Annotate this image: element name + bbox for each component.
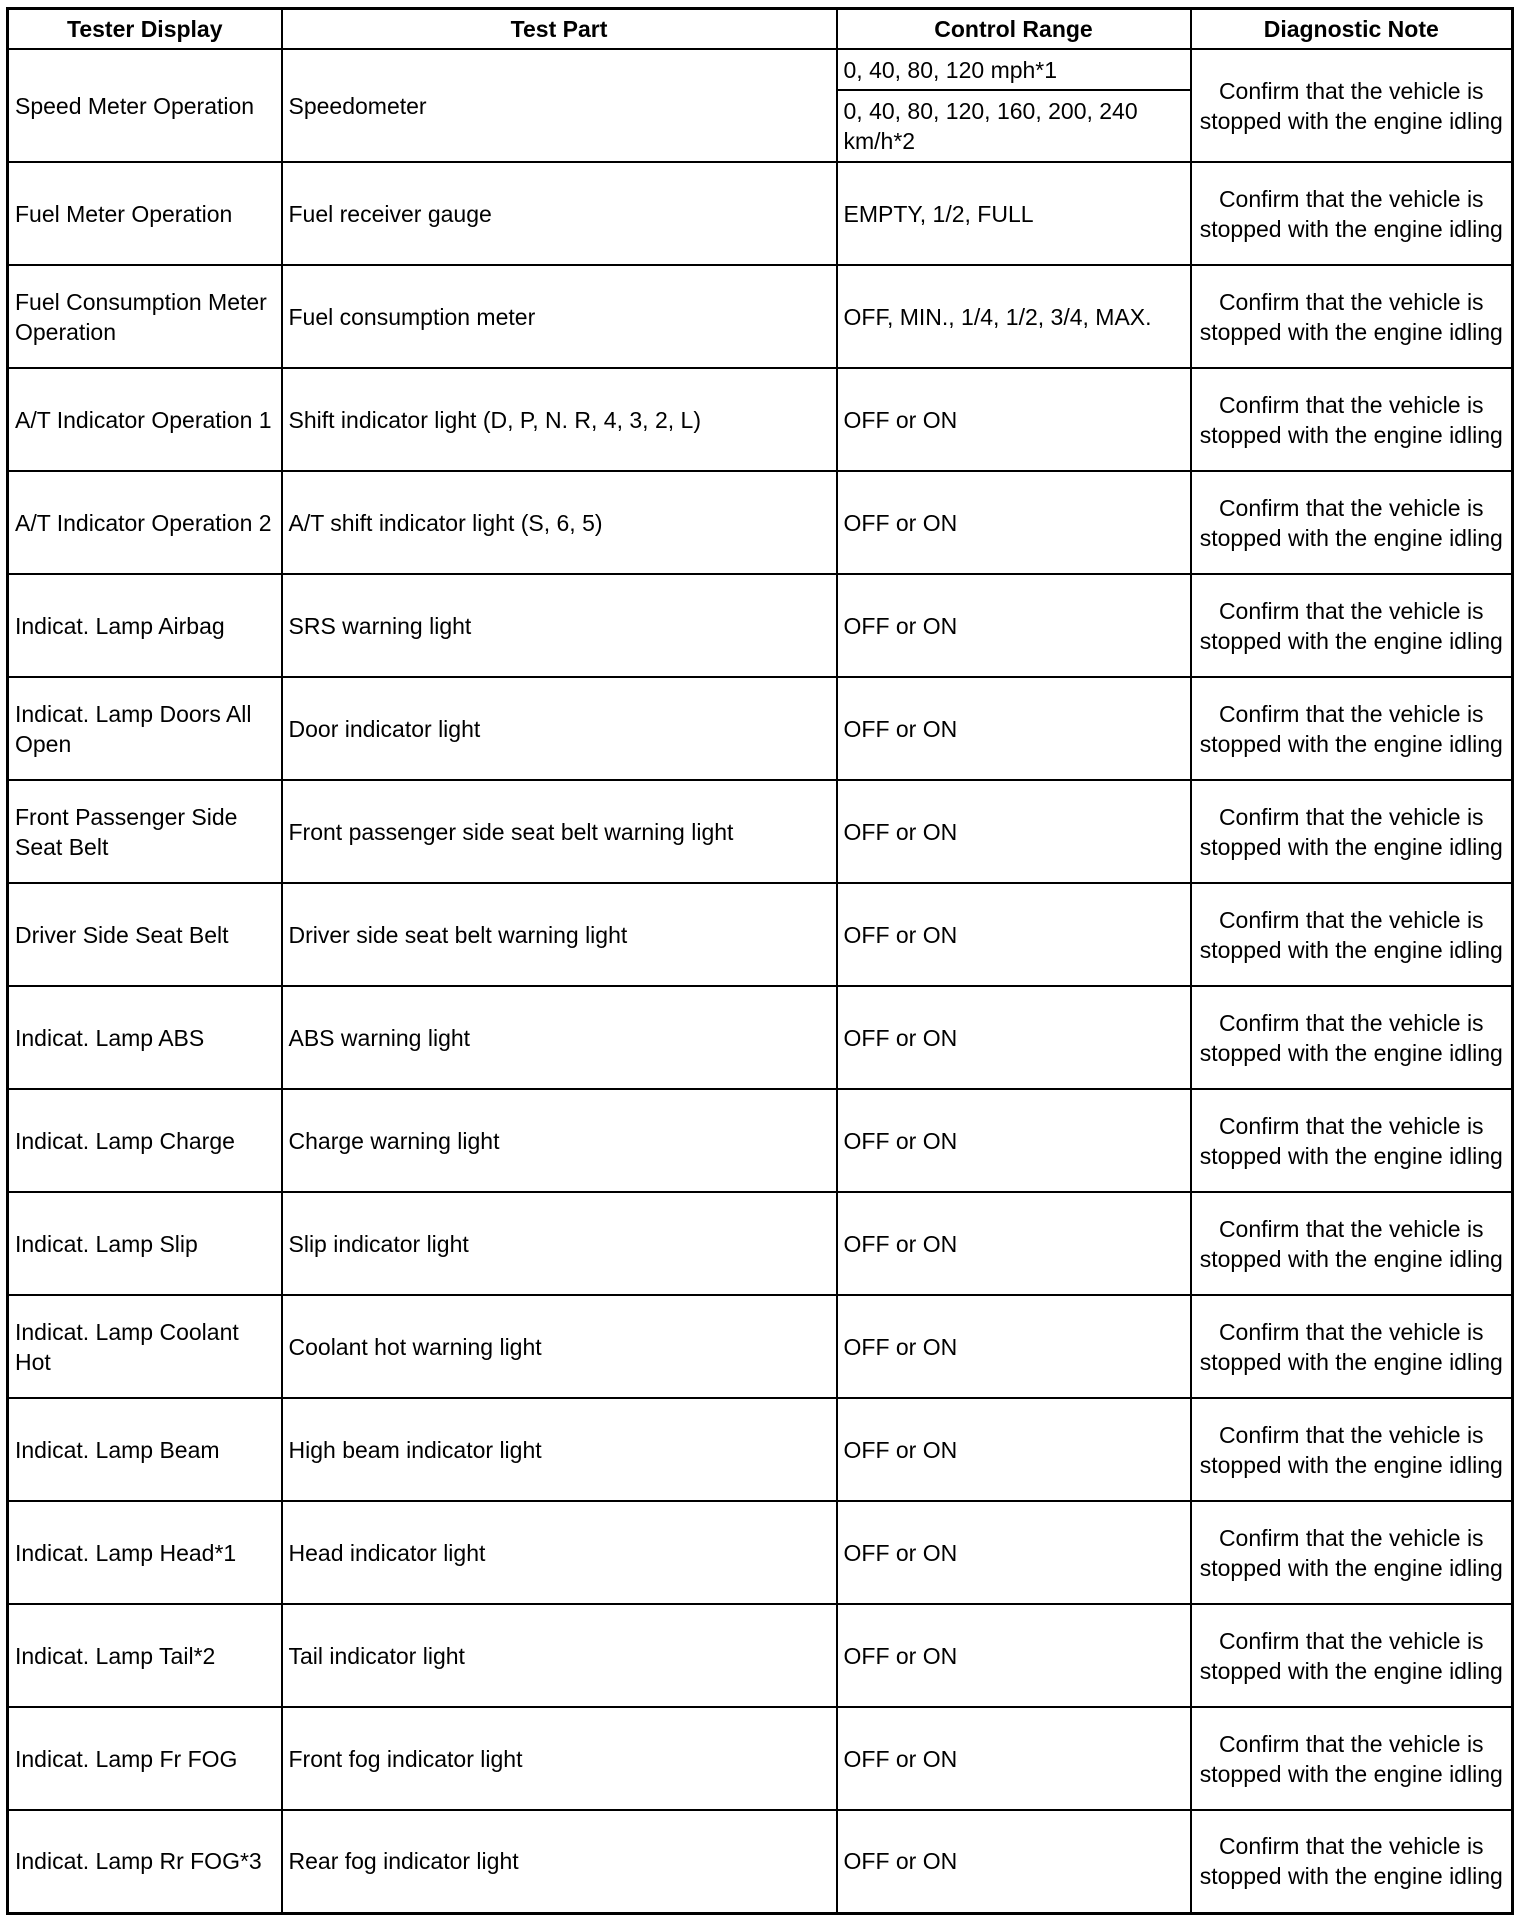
- header-control-range: Control Range: [837, 9, 1191, 50]
- table-row: [8, 265, 1513, 368]
- cell-control-range: OFF or ON: [837, 1089, 1191, 1192]
- table-row: [8, 1192, 1513, 1295]
- cell-test-part: Charge warning light: [282, 1089, 837, 1192]
- cell-diagnostic-note: Confirm that the vehicle is stopped with the engine idling: [1191, 677, 1513, 780]
- cell-diagnostic-note: Confirm that the vehicle is stopped with the engine idling: [1191, 1295, 1513, 1398]
- cell-diagnostic-note: Confirm that the vehicle is stopped with the engine idling: [1191, 162, 1513, 265]
- header-tester-display: Tester Display: [8, 9, 282, 50]
- cell-test-part: Driver side seat belt warning light: [282, 883, 837, 986]
- cell-test-part: A/T shift indicator light (S, 6, 5): [282, 471, 837, 574]
- cell-control-range: OFF or ON: [837, 1604, 1191, 1707]
- cell-tester-display: Fuel Consumption Meter Operation: [8, 265, 282, 368]
- cell-tester-display: Indicat. Lamp ABS: [8, 986, 282, 1089]
- table-row: [8, 1604, 1513, 1707]
- cell-diagnostic-note: Confirm that the vehicle is stopped with the engine idling: [1191, 265, 1513, 368]
- table-row: [8, 162, 1513, 265]
- cell-diagnostic-note: Confirm that the vehicle is stopped with the engine idling: [1191, 1398, 1513, 1501]
- cell-diagnostic-note: Confirm that the vehicle is stopped with the engine idling: [1191, 1089, 1513, 1192]
- header-diagnostic-note: Diagnostic Note: [1191, 9, 1513, 50]
- table-row: [8, 49, 1513, 90]
- table-row: [8, 780, 1513, 883]
- cell-test-part: Speedometer: [282, 49, 837, 162]
- cell-control-range: OFF or ON: [837, 1810, 1191, 1913]
- cell-tester-display: Indicat. Lamp Beam: [8, 1398, 282, 1501]
- cell-test-part: Coolant hot warning light: [282, 1295, 837, 1398]
- cell-tester-display: Indicat. Lamp Charge: [8, 1089, 282, 1192]
- cell-test-part: SRS warning light: [282, 574, 837, 677]
- table-row: [8, 1398, 1513, 1501]
- cell-test-part: Door indicator light: [282, 677, 837, 780]
- cell-test-part: Fuel consumption meter: [282, 265, 837, 368]
- cell-tester-display: Indicat. Lamp Tail*2: [8, 1604, 282, 1707]
- cell-control-range-kmh: 0, 40, 80, 120, 160, 200, 240 km/h*2: [837, 90, 1191, 162]
- cell-diagnostic-note: Confirm that the vehicle is stopped with the engine idling: [1191, 471, 1513, 574]
- cell-test-part: Head indicator light: [282, 1501, 837, 1604]
- cell-control-range: OFF or ON: [837, 1707, 1191, 1810]
- table-row: [8, 883, 1513, 986]
- cell-test-part: High beam indicator light: [282, 1398, 837, 1501]
- cell-diagnostic-note: Confirm that the vehicle is stopped with the engine idling: [1191, 574, 1513, 677]
- cell-test-part: Slip indicator light: [282, 1192, 837, 1295]
- cell-tester-display: Driver Side Seat Belt: [8, 883, 282, 986]
- cell-tester-display: Indicat. Lamp Airbag: [8, 574, 282, 677]
- cell-diagnostic-note: Confirm that the vehicle is stopped with the engine idling: [1191, 49, 1513, 162]
- cell-tester-display: Front Passenger Side Seat Belt: [8, 780, 282, 883]
- cell-tester-display: Indicat. Lamp Coolant Hot: [8, 1295, 282, 1398]
- cell-diagnostic-note: Confirm that the vehicle is stopped with the engine idling: [1191, 1707, 1513, 1810]
- cell-test-part: Front fog indicator light: [282, 1707, 837, 1810]
- cell-test-part: Tail indicator light: [282, 1604, 837, 1707]
- cell-tester-display: Indicat. Lamp Doors All Open: [8, 677, 282, 780]
- cell-control-range-mph: 0, 40, 80, 120 mph*1: [837, 49, 1191, 90]
- cell-tester-display: Indicat. Lamp Rr FOG*3: [8, 1810, 282, 1913]
- cell-test-part: Shift indicator light (D, P, N. R, 4, 3, 2, L): [282, 368, 837, 471]
- table-header-row: [8, 9, 1513, 50]
- table-row: [8, 574, 1513, 677]
- cell-control-range: OFF or ON: [837, 1192, 1191, 1295]
- table-row: [8, 1707, 1513, 1810]
- cell-control-range: OFF or ON: [837, 368, 1191, 471]
- cell-control-range: OFF or ON: [837, 1501, 1191, 1604]
- table-row: [8, 471, 1513, 574]
- cell-test-part: Fuel receiver gauge: [282, 162, 837, 265]
- cell-tester-display: A/T Indicator Operation 2: [8, 471, 282, 574]
- table-row: [8, 1501, 1513, 1604]
- active-test-table-sheet: [6, 7, 1511, 1915]
- cell-tester-display: Fuel Meter Operation: [8, 162, 282, 265]
- cell-test-part: ABS warning light: [282, 986, 837, 1089]
- table-row: [8, 986, 1513, 1089]
- cell-tester-display: Indicat. Lamp Fr FOG: [8, 1707, 282, 1810]
- cell-diagnostic-note: Confirm that the vehicle is stopped with the engine idling: [1191, 1501, 1513, 1604]
- cell-control-range: OFF or ON: [837, 883, 1191, 986]
- active-test-table: [6, 7, 1514, 1915]
- cell-control-range: OFF, MIN., 1/4, 1/2, 3/4, MAX.: [837, 265, 1191, 368]
- cell-control-range: OFF or ON: [837, 1295, 1191, 1398]
- table-row: [8, 677, 1513, 780]
- cell-control-range: OFF or ON: [837, 986, 1191, 1089]
- cell-control-range: OFF or ON: [837, 677, 1191, 780]
- cell-diagnostic-note: Confirm that the vehicle is stopped with the engine idling: [1191, 1604, 1513, 1707]
- cell-control-range: OFF or ON: [837, 780, 1191, 883]
- cell-tester-display: Indicat. Lamp Slip: [8, 1192, 282, 1295]
- cell-diagnostic-note: Confirm that the vehicle is stopped with the engine idling: [1191, 1810, 1513, 1913]
- cell-diagnostic-note: Confirm that the vehicle is stopped with the engine idling: [1191, 1192, 1513, 1295]
- table-row: [8, 1295, 1513, 1398]
- table-row: [8, 1810, 1513, 1913]
- cell-control-range: OFF or ON: [837, 574, 1191, 677]
- cell-diagnostic-note: Confirm that the vehicle is stopped with the engine idling: [1191, 780, 1513, 883]
- cell-test-part: Front passenger side seat belt warning light: [282, 780, 837, 883]
- cell-diagnostic-note: Confirm that the vehicle is stopped with the engine idling: [1191, 368, 1513, 471]
- cell-control-range: OFF or ON: [837, 471, 1191, 574]
- cell-tester-display: Indicat. Lamp Head*1: [8, 1501, 282, 1604]
- cell-tester-display: A/T Indicator Operation 1: [8, 368, 282, 471]
- cell-tester-display: Speed Meter Operation: [8, 49, 282, 162]
- table-row: [8, 1089, 1513, 1192]
- header-test-part: Test Part: [282, 9, 837, 50]
- cell-diagnostic-note: Confirm that the vehicle is stopped with the engine idling: [1191, 883, 1513, 986]
- cell-diagnostic-note: Confirm that the vehicle is stopped with the engine idling: [1191, 986, 1513, 1089]
- cell-test-part: Rear fog indicator light: [282, 1810, 837, 1913]
- table-row: [8, 368, 1513, 471]
- cell-control-range: EMPTY, 1/2, FULL: [837, 162, 1191, 265]
- cell-control-range: OFF or ON: [837, 1398, 1191, 1501]
